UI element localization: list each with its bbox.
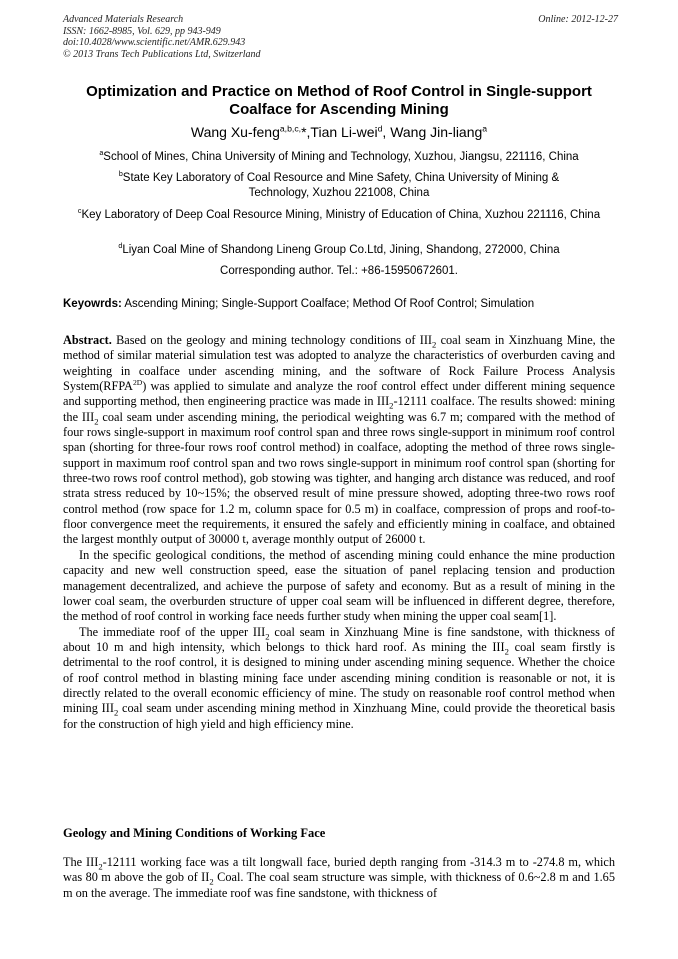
intro-paragraph-1: In the specific geological conditions, the method of ascending mining could enhance the mine production capacity and new well construction speed, ease the situation of panel replacing tension and production management decentralized, and achieve the purpose of safety and economy. But as a result of mining in the lower coal seam, the overburden structure of upper coal seam will be influenced in different degree, therefore, the method of roof control in working face needs further study when mining the upper coal seam[1]. <box>63 547 615 624</box>
keywords-text: Ascending Mining; Single-Support Coalface; Method Of Roof Control; Simulation <box>121 298 535 310</box>
subscript: 2 <box>209 876 214 887</box>
doi-line: doi:10.4028/www.scientific.net/AMR.629.943 <box>63 37 246 48</box>
paragraph-text: coal seam in Xinzhuang Mine is fine sandstone, with thickness of about 10 m and high intensity, which belongs to thick hard roof. As mining the III <box>63 624 615 654</box>
affiliation-a <box>40 150 638 165</box>
author-1-star: *, <box>301 124 311 140</box>
section-heading: Geology and Mining Conditions of Working Face <box>63 826 326 840</box>
issn-line: ISSN: 1662-8985, Vol. 629, pp 943-949 <box>63 25 221 37</box>
superscript: 2D <box>132 377 143 387</box>
affiliation-d-mark: d <box>118 242 123 251</box>
subscript: 2 <box>113 707 119 718</box>
main-text <box>63 333 615 732</box>
paragraph-text: The immediate roof of the upper III <box>79 624 266 639</box>
affiliation-a-mark: a <box>99 149 104 158</box>
affiliation-c <box>60 208 618 223</box>
title-line-2: Coalface for Ascending Mining <box>229 101 449 118</box>
abstract-text: -12111 coalface. The results showed: mining the III <box>63 394 615 424</box>
paragraph-text: coal seam under ascending mining method in Xinzhuang Mine, could provide the theoretical basis for the construction of high yield and high efficiency mine. <box>63 701 616 731</box>
paragraph-text: -12111 working face was a tilt longwall face, buried depth ranging from -314.3 m to -274.8 m, which was 80 m above the gob of II <box>63 855 615 885</box>
affiliation-b <box>90 171 588 201</box>
corresponding-author: Corresponding author. Tel.: +86-15950672601. <box>220 265 458 277</box>
affiliation-a-text: School of Mines, China University of Mining and Technology, Xuzhou, Jiangsu, 221116, China <box>103 151 579 163</box>
author-separator: , <box>382 124 391 140</box>
author-list <box>40 124 638 141</box>
paragraph-text: The III <box>63 855 99 869</box>
abstract-text: ) was applied to simulate and analyze the roof control effect under different mining sequence and supporting method, then engineering practice was made in III <box>63 379 615 409</box>
section-paragraph <box>63 855 615 901</box>
section-text <box>63 855 615 901</box>
online-date: Online: 2012-12-27 <box>538 14 618 25</box>
title-line-1: Optimization and Practice on Method of Roof Control in Single-support <box>86 83 592 100</box>
author-1-name: Wang Xu-feng <box>190 124 280 140</box>
abstract-text: Based on the geology and mining technology conditions of III <box>111 333 433 347</box>
affiliation-c-mark: c <box>77 207 82 216</box>
affiliation-c-text: Key Laboratory of Deep Coal Resource Mining, Ministry of Education of China, Xuzhou 221116, China <box>81 209 601 221</box>
subscript: 2 <box>389 400 394 411</box>
abstract-label: Abstract. <box>63 333 112 347</box>
keywords <box>63 297 618 312</box>
abstract-text: coal seam in Xinzhuang Mine, the method of similar material simulation test was adopted to analyze the characteristics of overburden caving and weighting in coalface under ascending mining, and the software of Rock Failure Process Analysis System(RFPA <box>63 333 615 394</box>
intro-paragraph-2 <box>63 625 615 732</box>
author-3-affil-marks: a <box>482 123 488 134</box>
journal-name: Advanced Materials Research <box>63 14 184 25</box>
copyright-line: © 2013 Trans Tech Publications Ltd, Switzerland <box>63 48 261 60</box>
subscript: 2 <box>504 646 509 657</box>
subscript: 2 <box>94 416 99 427</box>
author-1-affil-marks: a,b,c, <box>279 123 302 134</box>
keywords-label: Keyowrds: <box>63 298 122 310</box>
author-2-name: Tian Li-wei <box>310 124 378 140</box>
journal-header <box>63 14 618 60</box>
abstract-text: coal seam under ascending mining, the periodical weighting was 6.7 m; compared with the method of four rows single-support in maximum roof control span and three rows single-support in minimum roof control span (shorting for three-four rows roof control method) in coalface, adopting the method of three rows single-support in maximum roof control span and two rows single-support in minimum roof control span (shorting for three-two rows roof control method), gob stowing was tighter, and hanging arch distance was reduced, and roof strata stress reduced by 10~15%; the observed result of mine pressure showed, adopting three-two rows roof control method (row space for 1.2 m, column space for 0.5 m) in coalface, compression of props and roof-to-floor convergence meet the requirements, it ensured the safely and efficiently mining in coalface, and obtained the largest monthly output of 30000 t, average monthly output of 26000 t. <box>63 409 615 547</box>
paragraph-text: Coal. The coal seam structure was simple, with thickness of 0.6~2.8 m and 1.65 m on the average. The immediate roof was fine sandstone, with thickness of <box>63 870 615 900</box>
paper-title <box>50 83 628 119</box>
affiliation-d <box>40 243 638 258</box>
paragraph-text: coal seam firstly is detrimental to the roof control, it is designed to mining under ascending mining sequence. Whether the choice of roof control method in blasting mining face under ascending mining condition is reasonable or not, it is directly related to the overall economic efficiency of mine. The study on reasonable roof control method when mining III <box>63 639 615 716</box>
affiliation-d-text: Liyan Coal Mine of Shandong Lineng Group Co.Ltd, Jining, Shandong, 272000, China <box>122 244 560 256</box>
subscript: 2 <box>432 339 437 350</box>
author-2-affil-marks: d <box>377 123 383 134</box>
author-3-name: Wang Jin-liang <box>390 124 483 140</box>
abstract-paragraph <box>63 333 615 548</box>
subscript: 2 <box>98 861 103 872</box>
subscript: 2 <box>265 630 270 641</box>
affiliation-b-mark: b <box>118 170 123 179</box>
affiliation-b-text: State Key Laboratory of Coal Resource and Mine Safety, China University of Mining & Technology, Xuzhou 221008, China <box>122 172 560 199</box>
